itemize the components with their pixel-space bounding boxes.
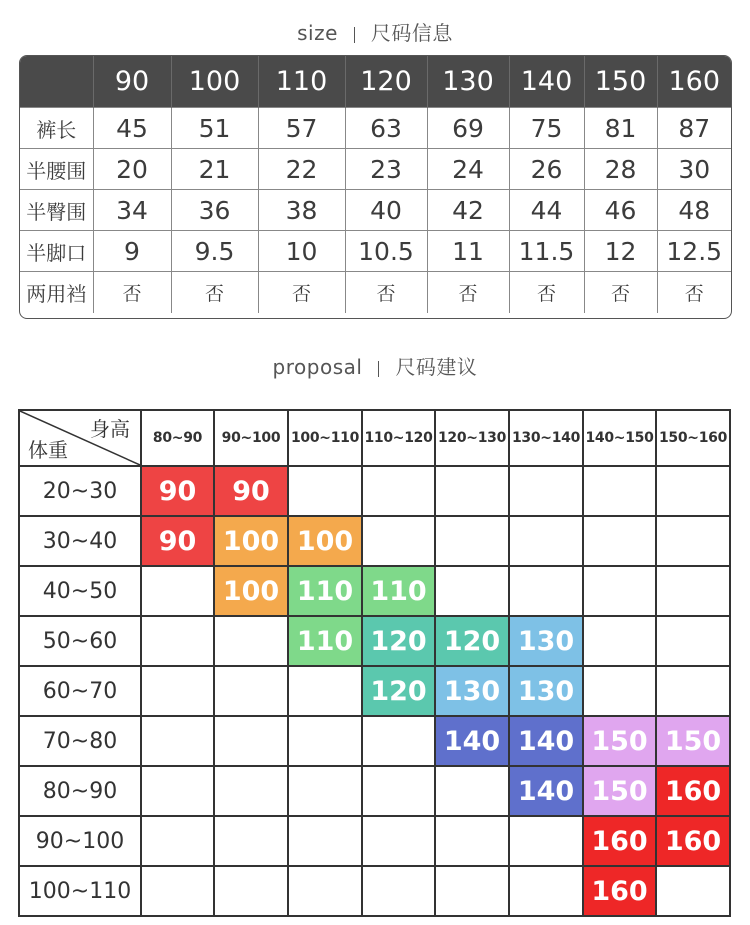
- title-separator: [354, 27, 355, 43]
- empty-cell: [288, 766, 362, 816]
- recommended-size-cell: 90: [214, 466, 288, 516]
- title-separator: [378, 361, 379, 377]
- empty-cell: [214, 816, 288, 866]
- empty-cell: [362, 816, 435, 866]
- empty-cell: [583, 566, 656, 616]
- empty-cell: [141, 816, 214, 866]
- size-value-cell: 10: [258, 231, 345, 272]
- empty-cell: [362, 866, 435, 916]
- proposal-section-title: [0, 351, 750, 380]
- empty-cell: [362, 516, 435, 566]
- grid-corner-cell: [19, 410, 141, 466]
- size-value-cell: 45: [93, 108, 171, 149]
- weight-row: [19, 516, 730, 566]
- recommended-size-cell: 160: [656, 816, 730, 866]
- size-value-cell: 否: [258, 272, 345, 313]
- size-row: [20, 272, 731, 313]
- recommended-size-cell: 150: [656, 716, 730, 766]
- height-range-header: 130~140: [509, 410, 583, 466]
- weight-range-label: 40~50: [19, 566, 141, 616]
- height-range-header: 110~120: [362, 410, 435, 466]
- recommended-size-cell: 110: [362, 566, 435, 616]
- size-recommendation-grid: [18, 409, 731, 917]
- empty-cell: [141, 616, 214, 666]
- size-value-cell: 44: [509, 190, 584, 231]
- weight-range-label: 90~100: [19, 816, 141, 866]
- size-value-cell: 24: [427, 149, 509, 190]
- empty-cell: [583, 516, 656, 566]
- size-value-cell: 10.5: [345, 231, 427, 272]
- size-value-cell: 51: [171, 108, 258, 149]
- empty-cell: [656, 566, 730, 616]
- size-value-cell: 否: [345, 272, 427, 313]
- size-value-cell: 30: [657, 149, 731, 190]
- size-value-cell: 否: [509, 272, 584, 313]
- size-value-cell: 46: [584, 190, 657, 231]
- size-value-cell: 否: [657, 272, 731, 313]
- size-value-cell: 23: [345, 149, 427, 190]
- size-value-cell: 40: [345, 190, 427, 231]
- size-value-cell: 34: [93, 190, 171, 231]
- size-row-label: 半脚口: [20, 231, 93, 272]
- empty-cell: [509, 566, 583, 616]
- empty-cell: [214, 866, 288, 916]
- size-value-cell: 81: [584, 108, 657, 149]
- empty-cell: [141, 866, 214, 916]
- empty-cell: [656, 516, 730, 566]
- size-value-cell: 否: [584, 272, 657, 313]
- recommended-size-cell: 130: [509, 616, 583, 666]
- empty-cell: [509, 466, 583, 516]
- size-row: [20, 108, 731, 149]
- weight-row: [19, 566, 730, 616]
- corner-weight-label: 体重: [28, 438, 68, 462]
- height-range-header: 120~130: [435, 410, 509, 466]
- weight-row: [19, 766, 730, 816]
- empty-cell: [435, 866, 509, 916]
- empty-cell: [288, 816, 362, 866]
- size-row: [20, 149, 731, 190]
- weight-range-label: 100~110: [19, 866, 141, 916]
- recommended-size-cell: 100: [288, 516, 362, 566]
- size-value-cell: 21: [171, 149, 258, 190]
- empty-cell: [656, 666, 730, 716]
- size-value-cell: 12.5: [657, 231, 731, 272]
- recommended-size-cell: 110: [288, 616, 362, 666]
- empty-cell: [435, 816, 509, 866]
- empty-cell: [141, 566, 214, 616]
- size-column-header: 160: [657, 56, 731, 108]
- size-header-corner: [20, 56, 93, 108]
- empty-cell: [656, 616, 730, 666]
- size-header-row: [20, 56, 731, 108]
- height-range-header: 150~160: [656, 410, 730, 466]
- size-column-header: 100: [171, 56, 258, 108]
- size-column-header: 110: [258, 56, 345, 108]
- height-range-header: 90~100: [214, 410, 288, 466]
- size-row-label: 半臀围: [20, 190, 93, 231]
- empty-cell: [141, 666, 214, 716]
- empty-cell: [583, 616, 656, 666]
- recommended-size-cell: 160: [583, 866, 656, 916]
- size-value-cell: 26: [509, 149, 584, 190]
- size-row: [20, 190, 731, 231]
- size-value-cell: 63: [345, 108, 427, 149]
- empty-cell: [435, 566, 509, 616]
- size-value-cell: 75: [509, 108, 584, 149]
- weight-range-label: 30~40: [19, 516, 141, 566]
- size-value-cell: 57: [258, 108, 345, 149]
- size-value-cell: 36: [171, 190, 258, 231]
- size-value-cell: 9.5: [171, 231, 258, 272]
- size-value-cell: 12: [584, 231, 657, 272]
- recommended-size-cell: 110: [288, 566, 362, 616]
- size-value-cell: 20: [93, 149, 171, 190]
- corner-height-label: 身高: [90, 417, 130, 441]
- height-range-header: 80~90: [141, 410, 214, 466]
- size-value-cell: 22: [258, 149, 345, 190]
- weight-range-label: 80~90: [19, 766, 141, 816]
- weight-row: [19, 666, 730, 716]
- recommended-size-cell: 120: [362, 666, 435, 716]
- size-column-header: 120: [345, 56, 427, 108]
- empty-cell: [509, 816, 583, 866]
- height-range-header: 140~150: [583, 410, 656, 466]
- size-row-label: 半腰围: [20, 149, 93, 190]
- empty-cell: [288, 716, 362, 766]
- height-range-header: 100~110: [288, 410, 362, 466]
- empty-cell: [141, 766, 214, 816]
- size-value-cell: 42: [427, 190, 509, 231]
- grid-header-row: [19, 410, 730, 466]
- recommended-size-cell: 150: [583, 766, 656, 816]
- weight-range-label: 20~30: [19, 466, 141, 516]
- size-section-title: [0, 17, 750, 46]
- empty-cell: [362, 466, 435, 516]
- empty-cell: [583, 466, 656, 516]
- recommended-size-cell: 130: [435, 666, 509, 716]
- size-table-container: [19, 55, 732, 319]
- size-value-cell: 87: [657, 108, 731, 149]
- size-value-cell: 9: [93, 231, 171, 272]
- empty-cell: [214, 766, 288, 816]
- weight-row: [19, 466, 730, 516]
- size-value-cell: 69: [427, 108, 509, 149]
- empty-cell: [214, 716, 288, 766]
- weight-range-label: 70~80: [19, 716, 141, 766]
- empty-cell: [362, 766, 435, 816]
- empty-cell: [435, 766, 509, 816]
- proposal-title-cn: 尺码建议: [395, 355, 478, 379]
- recommended-size-cell: 140: [509, 716, 583, 766]
- recommended-size-cell: 160: [583, 816, 656, 866]
- size-column-header: 150: [584, 56, 657, 108]
- proposal-title-en: proposal: [272, 355, 363, 379]
- weight-range-label: 50~60: [19, 616, 141, 666]
- recommended-size-cell: 160: [656, 766, 730, 816]
- size-row: [20, 231, 731, 272]
- recommended-size-cell: 100: [214, 566, 288, 616]
- empty-cell: [435, 516, 509, 566]
- size-column-header: 90: [93, 56, 171, 108]
- size-title-en: size: [297, 21, 338, 45]
- size-column-header: 140: [509, 56, 584, 108]
- empty-cell: [288, 466, 362, 516]
- empty-cell: [656, 466, 730, 516]
- empty-cell: [656, 866, 730, 916]
- size-value-cell: 否: [93, 272, 171, 313]
- size-row-label: 两用裆: [20, 272, 93, 313]
- empty-cell: [583, 666, 656, 716]
- size-value-cell: 11: [427, 231, 509, 272]
- recommended-size-cell: 150: [583, 716, 656, 766]
- empty-cell: [214, 666, 288, 716]
- size-value-cell: 否: [427, 272, 509, 313]
- recommended-size-cell: 130: [509, 666, 583, 716]
- recommended-size-cell: 140: [509, 766, 583, 816]
- weight-row: [19, 816, 730, 866]
- size-title-cn: 尺码信息: [370, 21, 453, 45]
- size-value-cell: 48: [657, 190, 731, 231]
- empty-cell: [362, 716, 435, 766]
- recommended-size-cell: 120: [362, 616, 435, 666]
- weight-range-label: 60~70: [19, 666, 141, 716]
- recommended-size-cell: 120: [435, 616, 509, 666]
- size-value-cell: 28: [584, 149, 657, 190]
- empty-cell: [509, 866, 583, 916]
- empty-cell: [435, 466, 509, 516]
- size-row-label: 裤长: [20, 108, 93, 149]
- size-value-cell: 11.5: [509, 231, 584, 272]
- empty-cell: [288, 866, 362, 916]
- weight-row: [19, 866, 730, 916]
- weight-row: [19, 616, 730, 666]
- weight-row: [19, 716, 730, 766]
- recommended-size-cell: 140: [435, 716, 509, 766]
- empty-cell: [288, 666, 362, 716]
- size-value-cell: 否: [171, 272, 258, 313]
- size-column-header: 130: [427, 56, 509, 108]
- size-table: [20, 56, 731, 313]
- empty-cell: [141, 716, 214, 766]
- empty-cell: [509, 516, 583, 566]
- recommended-size-cell: 90: [141, 466, 214, 516]
- recommended-size-cell: 100: [214, 516, 288, 566]
- recommended-size-cell: 90: [141, 516, 214, 566]
- empty-cell: [214, 616, 288, 666]
- size-value-cell: 38: [258, 190, 345, 231]
